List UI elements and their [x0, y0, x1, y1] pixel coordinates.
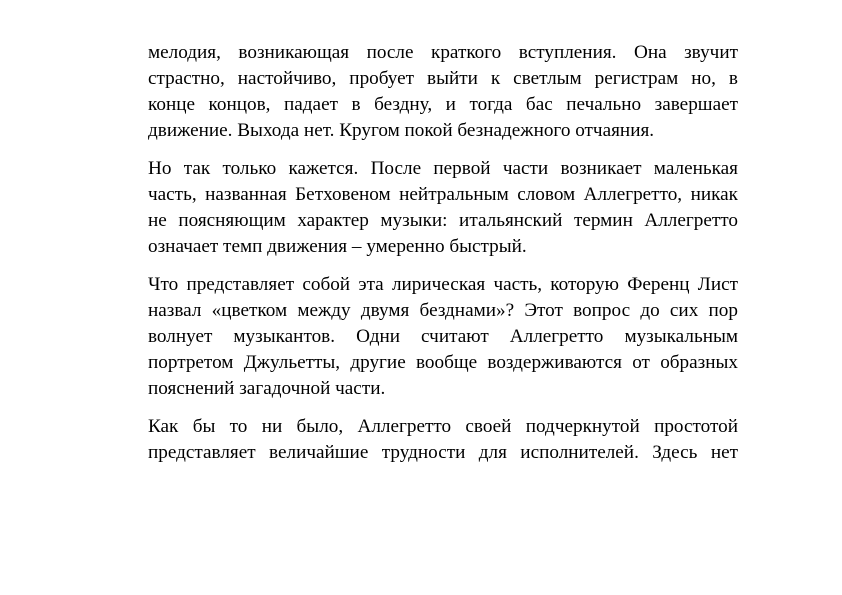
text-line: представляет величайшие трудности для исполнителей. Здесь нет — [148, 442, 738, 463]
paragraph — [148, 414, 738, 466]
text-line: назвал «цветком между двумя безднами»? Этот вопрос до сих пор — [148, 300, 738, 321]
text-line: волнует музыкантов. Одни считают Аллегретто музыкальным — [148, 326, 738, 347]
text-line: Как бы то ни было, Аллегретто своей подчеркнутой простотой — [148, 416, 738, 437]
paragraph — [148, 40, 738, 144]
paragraph — [148, 156, 738, 260]
text-line: Но так только кажется. После первой части возникает маленькая — [148, 158, 738, 179]
text-line: часть, названная Бетховеном нейтральным словом Аллегретто, никак — [148, 184, 738, 205]
text-line: означает темп движения – умеренно быстрый. — [148, 236, 527, 257]
text-line: страстно, настойчиво, пробует выйти к светлым регистрам но, в — [148, 68, 738, 89]
text-body — [148, 40, 738, 478]
text-line: мелодия, возникающая после краткого вступления. Она звучит — [148, 42, 738, 63]
paragraph — [148, 272, 738, 402]
text-line: пояснений загадочной части. — [148, 378, 386, 399]
text-line: Что представляет собой эта лирическая часть, которую Ференц Лист — [148, 274, 738, 295]
text-line: движение. Выхода нет. Кругом покой безнадежного отчаяния. — [148, 120, 655, 141]
text-line: портретом Джульетты, другие вообще воздерживаются от образных — [148, 352, 738, 373]
text-line: конце концов, падает в бездну, и тогда бас печально завершает — [148, 94, 738, 115]
text-line: не поясняющим характер музыки: итальянский термин Аллегретто — [148, 210, 738, 231]
